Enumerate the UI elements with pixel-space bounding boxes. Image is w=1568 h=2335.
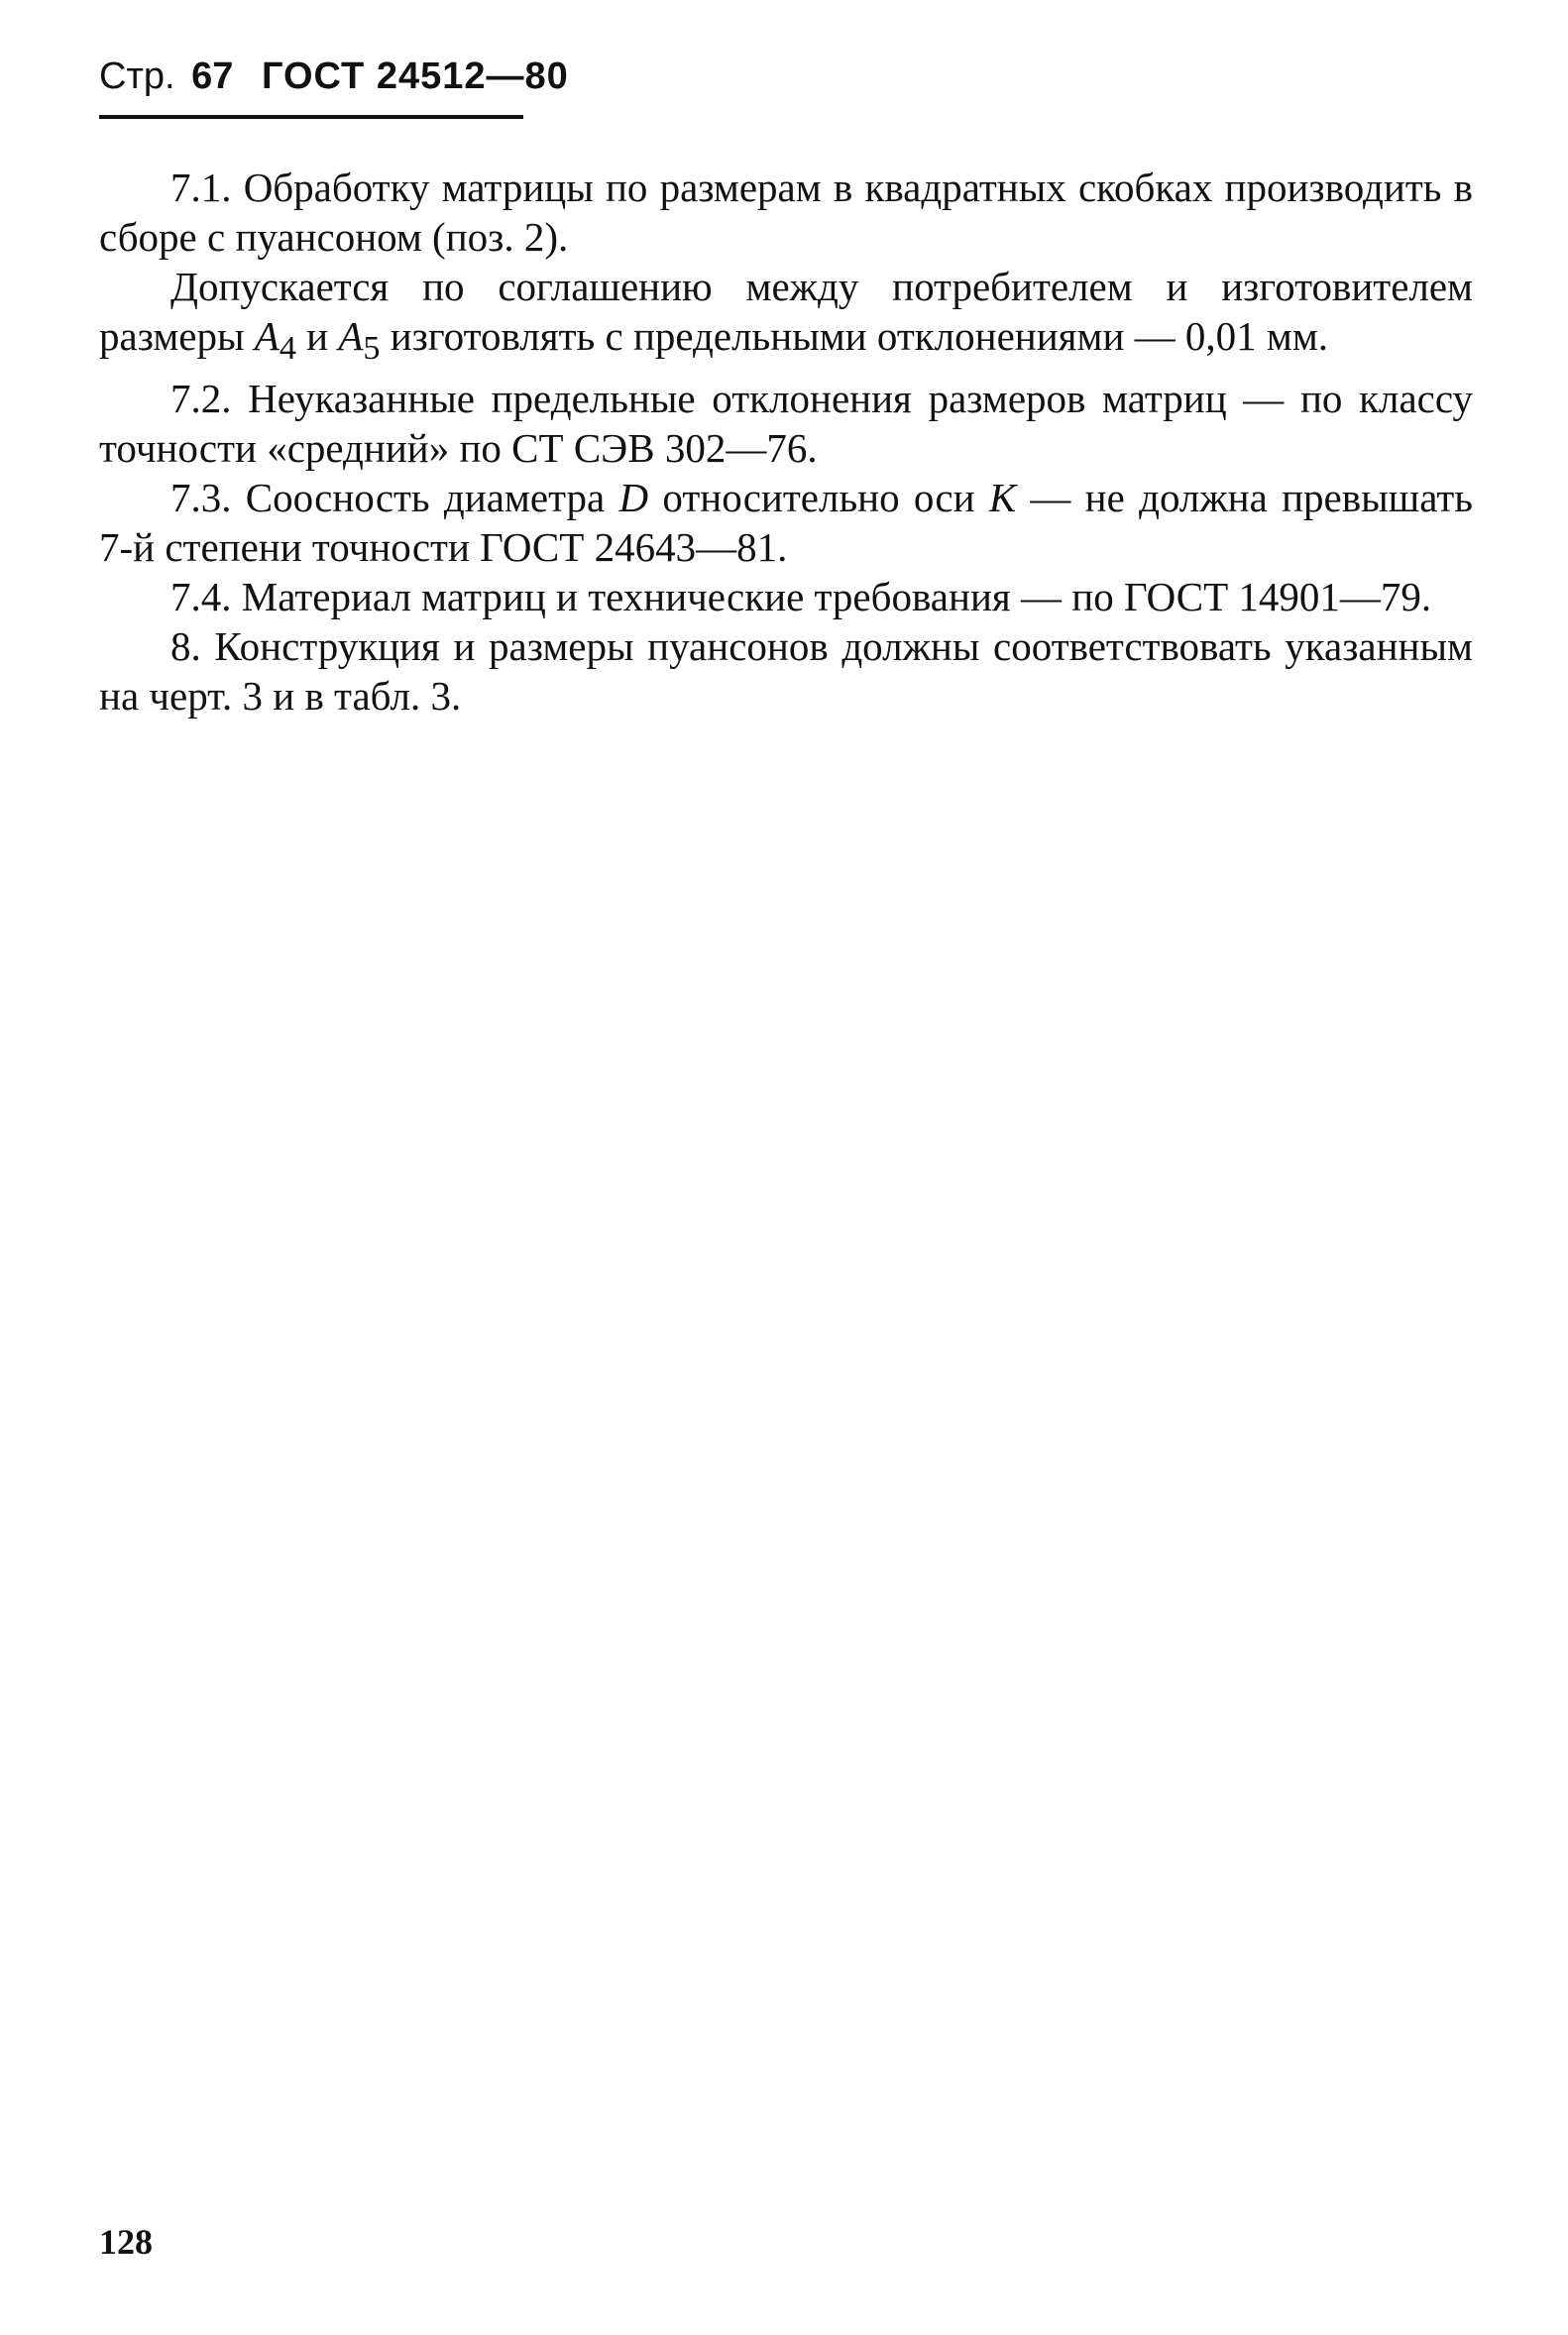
note-text-before: Допускается по соглашению между потребителем и изготовителем размеры	[99, 264, 1473, 359]
paragraph-7-1: 7.1. Обработку матрицы по размерам в квадратных скобках производить в сборе с пуансоном (поз. 2).	[99, 165, 1473, 260]
axis-k-symbol: К	[988, 475, 1017, 521]
paragraph-8: 8. Конструкция и размеры пуансонов должны соответствовать указанным на черт. 3 и в табл. 3.	[99, 623, 1473, 720]
page-header	[99, 57, 569, 95]
p73-text-after: — не должна превышать 7-й степени точности ГОСТ 24643—81.	[99, 475, 1473, 571]
dimension-a4-symbol: A	[254, 313, 280, 359]
diameter-d-symbol: D	[618, 475, 649, 521]
paragraph-7-3	[99, 473, 1473, 572]
paragraph-7-1-tolerance-note	[99, 262, 1473, 374]
header-page-prefix: Стр.	[99, 56, 175, 97]
dimension-a5-subscript: 5	[363, 330, 381, 368]
paragraph-7-2: 7.2. Неуказанные предельные отклонения размеров матриц — по классу точности «средний» по СТ СЭВ 302—76.	[99, 376, 1473, 472]
p73-text-before: 7.3. Соосность диаметра	[170, 475, 619, 521]
header-standard-code: ГОСТ 24512—80	[261, 56, 569, 97]
paragraph-7-4: 7.4. Материал матриц и технические требования — по ГОСТ 14901—79.	[170, 574, 1432, 620]
header-page-number: 67	[191, 56, 234, 97]
note-text-after: изготовлять с предельными отклонениями — 0,01 мм.	[380, 313, 1329, 359]
dimension-a4-subscript: 4	[279, 330, 296, 368]
document-body	[99, 163, 1473, 721]
header-rule	[99, 115, 523, 119]
dimension-a5-symbol: A	[338, 313, 364, 359]
p73-text-mid: относительно оси	[648, 475, 989, 521]
note-text-mid: и	[295, 313, 339, 359]
footer-page-number: 128	[99, 2222, 153, 2262]
